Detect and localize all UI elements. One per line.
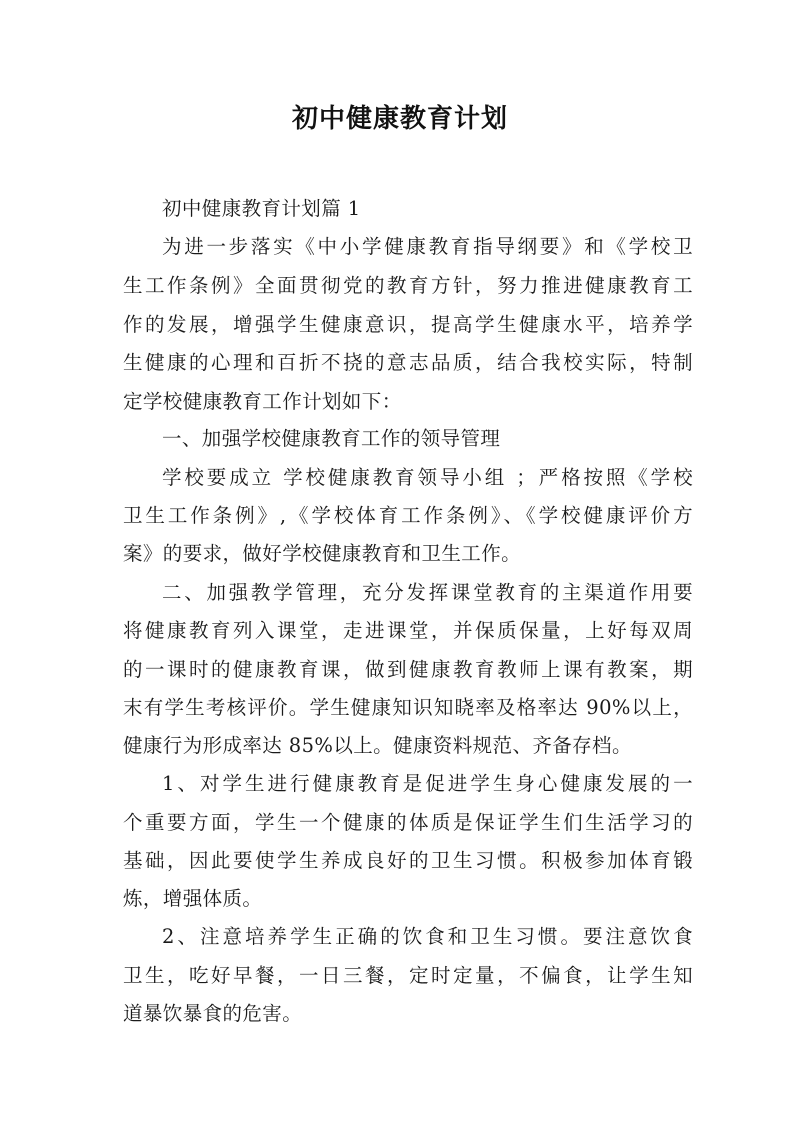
paragraph-line: 定学校健康教育工作计划如下：: [123, 390, 402, 413]
paragraph-line: 卫生，吃好早餐，一日三餐，定时定量，不偏食，让学生知: [123, 964, 693, 987]
paragraph-line: 健康行为形成率达 85%以上。健康资料规范、齐备存档。: [123, 734, 632, 757]
paragraph-line: 卫生工作条例》,《学校体育工作条例》、《学校健康评价方: [123, 504, 693, 527]
paragraph-line: 个重要方面，学生一个健康的体质是保证学生们生活学习的: [123, 811, 693, 834]
paragraph-line: 基础，因此要使学生养成良好的卫生习惯。积极参加体育锻: [123, 849, 693, 872]
paragraph-line: 1、对学生进行健康教育是促进学生身心健康发展的一: [162, 772, 693, 795]
paragraph-line: 为进一步落实《中小学健康教育指导纲要》和《学校卫: [162, 235, 693, 258]
paragraph-line: 案》的要求，做好学校健康教育和卫生工作。: [123, 542, 522, 565]
paragraph-line: 作的发展，增强学生健康意识，提高学生健康水平，培养学: [123, 313, 693, 336]
paragraph-line: 学校要成立 学校健康教育领导小组 ；严格按照《学校: [162, 466, 693, 489]
paragraph-line: 将健康教育列入课堂，走进课堂，并保质保量，上好每双周: [123, 619, 693, 642]
paragraph-line: 炼，增强体质。: [123, 887, 263, 910]
paragraph-line: 道暴饮暴食的危害。: [123, 1002, 303, 1025]
paragraph-line: 的一课时的健康教育课，做到健康教育教师上课有教案，期: [123, 658, 693, 681]
paragraph-line: 二、加强教学管理，充分发挥课堂教育的主渠道作用要: [162, 581, 693, 604]
section-heading: 初中健康教育计划篇 1: [162, 197, 361, 220]
page-title: 初中健康教育计划: [291, 104, 508, 134]
paragraph-line: 2、注意培养学生正确的饮食和卫生习惯。要注意饮食: [162, 925, 693, 948]
paragraph-line: 生工作条例》全面贯彻党的教育方针，努力推进健康教育工: [123, 274, 693, 297]
section-heading: 一、加强学校健康教育工作的领导管理: [162, 427, 501, 450]
paragraph-line: 生健康的心理和百折不挠的意志品质，结合我校实际，特制: [123, 351, 693, 374]
paragraph-line: 末有学生考核评价。学生健康知识知晓率及格率达 90%以上，: [123, 696, 693, 719]
